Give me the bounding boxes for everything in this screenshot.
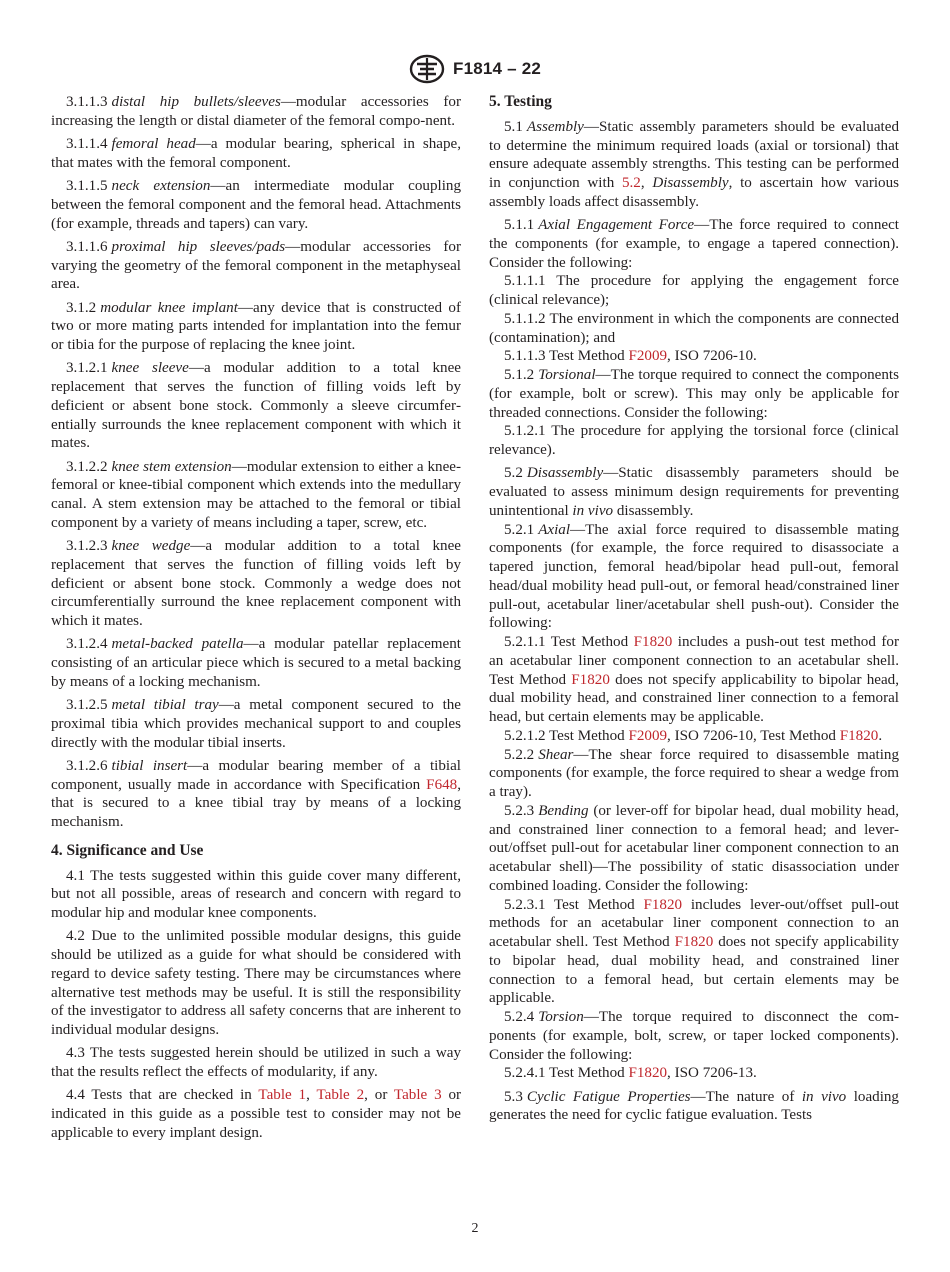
paragraph-5-3: 5.3 Cyclic Fatigue Properties—The nature of in vivo loading generates the need for cyclic fatigue evaluation. Tests [489,1088,899,1124]
definition-3-1-2-3: 3.1.2.3 knee wedge—a modular addition to a total knee replacement that serves the function of filling voids left by deficient or absent bone stock. Commonly a wedge does not circumferentially surround the knee replacement component with which it mates. [51,538,461,629]
section-5-heading: 5. Testing [489,93,552,110]
paragraph-5-2-1: 5.2.1 Axial—The axial force required to disassemble mating components (for example, the force required to disassociate a tapered junction, femoral head/bipolar head pull-out, femoral head/dual mobility head pull-out, or femoral head/constrained liner pull-out, acetabular liner/acetabular shell push-out). Consider the following: [489,521,899,632]
paragraph-5-1-1-3: 5.1.1.3 Test Method F2009, ISO 7206-10. [504,348,757,365]
paragraph-5-1-1: 5.1.1 Axial Engagement Force—The force required to connect the components (for example, to engage a tapered connection). Consider the following: [489,217,899,271]
definition-3-1-2-5: 3.1.2.5 metal tibial tray—a metal component secured to the proximal tibia which provides mechanical support to and couples directly with the modular tibial inserts. [51,697,462,751]
paragraph-5-2-1-1: 5.2.1.1 Test Method F1820 includes a push-out test method for an acetabular liner component connection to an acetabular shell. Test Method F1820 does not specify applicability to bipolar head, dual mobility head, and constrained liner connection to a femoral head, but certain elements may be applicable. [489,634,899,725]
link-f648[interactable]: F648 [426,776,458,793]
paragraph-5-1-1-2: 5.1.1.2 The environment in which the components are connected (contamination); and [489,310,899,346]
definition-3-1-1-5: 3.1.1.5 neck extension—an intermediate modular coupling between the femoral component and the femoral head. Attachments (for example, threads and tapers) can vary. [51,178,462,232]
paragraph-5-2: 5.2 Disassembly—Static disassembly parameters should be evaluated to assess minimum design requirements for preventing unintentional in vivo disassembly. [489,465,899,519]
document-designation: F1814 – 22 [452,59,541,78]
link-table-2[interactable]: Table 2 [316,1087,365,1104]
paragraph-5-2-3: 5.2.3 Bending (or lever-off for bipolar head, dual mobility head, and constrained liner connection to a femoral head; and lever-out/offset pull-out for acetabular liner component connection to an acetabular shell)—The possibility of static disassociation under combined loading. Consider the following: [489,802,899,894]
paragraph-5-2-4-1: 5.2.4.1 Test Method F1820, ISO 7206-13. [504,1065,757,1082]
link-table-1[interactable]: Table 1 [258,1087,307,1104]
link-table-3[interactable]: Table 3 [393,1087,442,1104]
definition-3-1-2-1: 3.1.2.1 knee sleeve—a modular addition to a total knee replacement that serves the function of filling voids left by deficient or absent bone stock. Commonly a sleeve circumferentially surrounds the knee replacement component with which it mates. [51,360,461,452]
link-f2009[interactable]: F2009 [628,727,668,744]
astm-logo-icon [409,54,445,84]
paragraph-4-2: 4.2 Due to the unlimited possible modular designs, this guide should be utilized as a guide for what should be considered with regard to device safety testing. There may be circumstances where alternative test methods may be useful. It is still the responsibility of the investigator to address all safety concerns that are inherent to individual modular designs. [51,928,461,1038]
link-section-5-2[interactable]: 5.2 [621,175,641,191]
page-header [0,52,950,86]
page-number: 2 [471,1221,479,1236]
paragraph-5-2-1-2: 5.2.1.2 Test Method F2009, ISO 7206-10, Test Method F1820. [504,727,883,744]
link-f1820[interactable]: F1820 [674,934,714,950]
definition-3-1-1-3: 3.1.1.3 distal hip bullets/sleeves—modular accessories for increasing the length or distal diameter of the femoral compo-nent. [51,94,461,129]
paragraph-4-3: 4.3 The tests suggested herein should be utilized in such a way that the results reflect the effects of modularity, if any. [51,1045,461,1080]
definition-3-1-2: 3.1.2 modular knee implant—any device that is constructed of two or more mating parts intended for implantation into the femur or tibia for the purpose of replacing the knee joint. [51,299,461,353]
paragraph-5-1-2-1: 5.1.2.1 The procedure for applying the torsional force (clinical relevance). [489,423,899,458]
right-column [489,93,899,1130]
link-f1820[interactable]: F1820 [628,1065,668,1082]
paragraph-5-2-3-1: 5.2.3.1 Test Method F1820 includes lever-out/offset pull-out methods for an acetabular liner component connection to an acetabular shell. Test Method F1820 does not specify applicability to bipolar head, dual mobility head, and constrained liner connection to a femoral head, but certain elements may be applicable. [489,896,899,1007]
definition-3-1-2-4: 3.1.2.4 metal-backed patella—a modular patellar replacement consisting of an articular piece which is secured to a metal backing by means of a locking mechanism. [51,636,461,690]
link-f2009[interactable]: F2009 [628,348,668,365]
link-f1820[interactable]: F1820 [571,671,610,688]
definition-3-1-1-6: 3.1.1.6 proximal hip sleeves/pads—modular accessories for varying the geometry of the femoral component in the metaphyseal area. [51,238,461,293]
link-f1820[interactable]: F1820 [633,634,673,650]
paragraph-5-1: 5.1 Assembly—Static assembly parameters should be evaluated to determine the minimum required loads (axial or torsional) that ensure adequate assembly strengths. This testing can be performed in conjunction with 5.2, Disassembly, to ascertain how various assembly loads affect disassembly. [489,118,900,210]
section-4-heading: 4. Significance and Use [51,841,204,859]
paragraph-4-1: 4.1 The tests suggested within this guide cover many different, but not all possible, areas of research and concern with regard to modular hip and modular knee components. [51,867,461,921]
link-f1820[interactable]: F1820 [839,727,879,744]
definition-3-1-2-6: 3.1.2.6 tibial insert—a modular bearing member of a tibial component, usually made in accordance with Specification F648, that is secured to a knee tibial tray by means of a locking mechanism. [51,757,461,830]
definition-3-1-1-4: 3.1.1.4 femoral head—a modular bearing, spherical in shape, that mates with the femoral component. [51,136,461,171]
paragraph-5-2-4: 5.2.4 Torsion—The torque required to disconnect the components (for example, bolt, screw, or taper locked components). Consider the following: [489,1009,899,1063]
paragraph-5-1-2: 5.1.2 Torsional—The torque required to connect the components (for example, bolt or screw). This may only be applicable for threaded connections. Consider the following: [489,367,899,421]
left-column [51,93,461,1147]
paragraph-4-4: 4.4 Tests that are checked in Table 1, Table 2, or Table 3 or indicated in this guide as a possible test to consider may not be applicable to every implant design. [51,1087,462,1141]
definition-3-1-2-2: 3.1.2.2 knee stem extension—modular extension to either a knee-femoral or knee-tibial component which extends into the medullary canal. A stem extension may be attached to the femoral or tibial component by a variety of means including a taper, screw, etc. [51,458,461,531]
link-f1820[interactable]: F1820 [643,896,683,913]
paragraph-5-2-2: 5.2.2 Shear—The shear force required to disassemble mating components (for example, the force required to shear a wedge from a tray). [489,746,899,800]
paragraph-5-1-1-1: 5.1.1.1 The procedure for applying the engagement force (clinical relevance); [489,273,899,308]
